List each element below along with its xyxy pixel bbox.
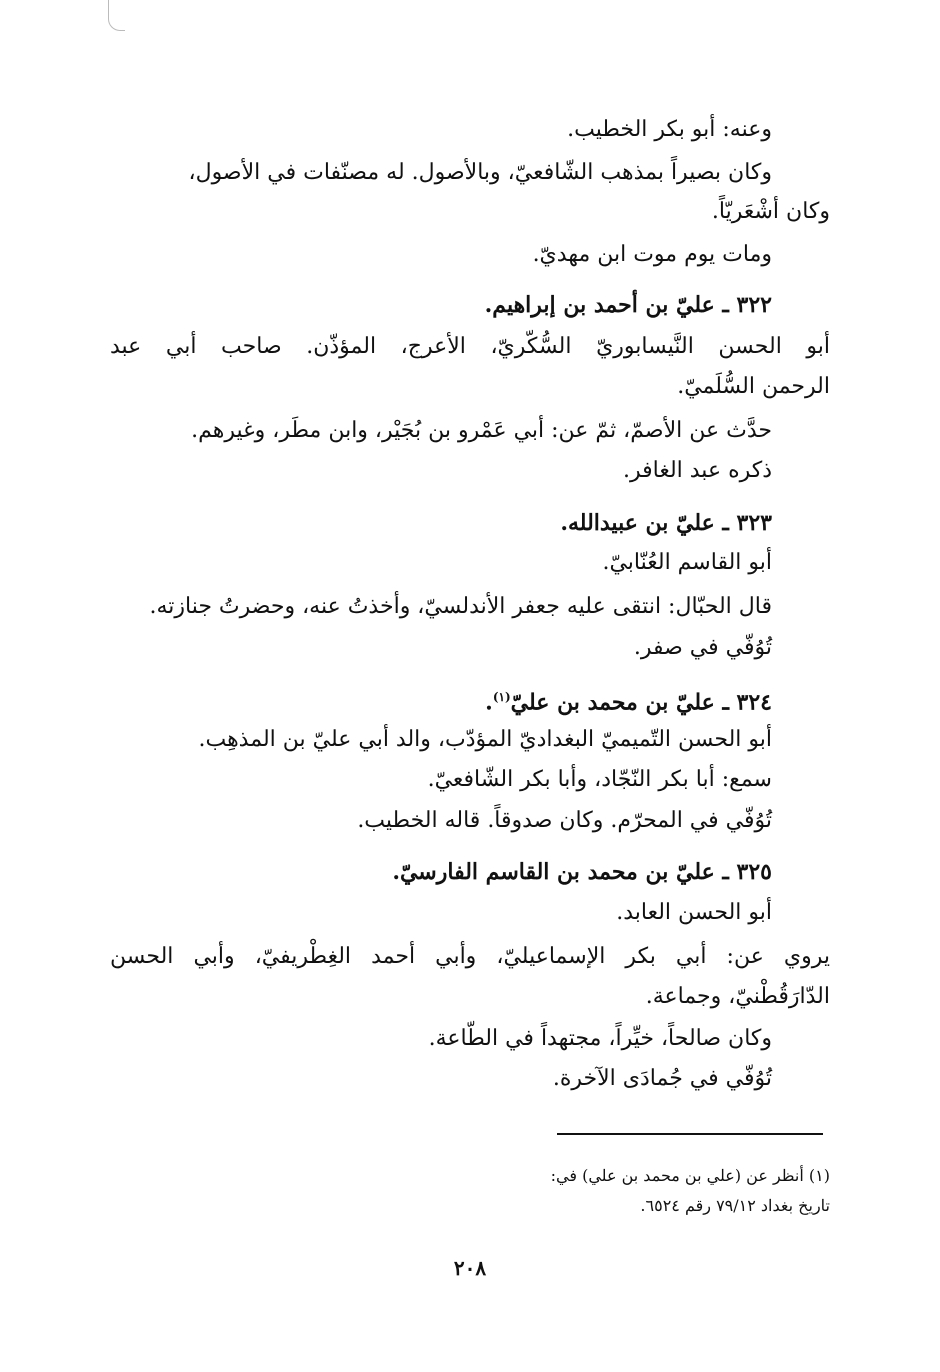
entry-heading xyxy=(485,288,772,322)
line-text: سمع: أبا بكر النّجّاد، وأبا بكر الشّافعيّ. xyxy=(427,767,772,792)
page-corner-mark xyxy=(108,0,125,31)
text-line xyxy=(188,156,772,190)
line-end-punctuation: . xyxy=(485,689,493,716)
line-text: تُوُفّي في المحرّم. وكان صدوقاً. قاله الخطيب. xyxy=(357,808,772,833)
footnote-reference[interactable]: (١) xyxy=(492,690,511,704)
line-text: وكان صالحاً، خيِّراً، مجتهداً في الطّاعة. xyxy=(428,1026,772,1051)
text-line xyxy=(110,330,830,364)
text-line xyxy=(357,804,772,838)
line-text: وكان أشْعَريّاً. xyxy=(711,199,830,224)
text-line xyxy=(712,195,830,229)
text-line xyxy=(553,1062,772,1096)
line-text: وكان بصيراً بمذهب الشّافعيّ، وبالأصول. له مصنّفات في الأصول، xyxy=(188,160,772,185)
line-text: أبو الحسن العابد. xyxy=(616,900,772,925)
text-line xyxy=(602,546,772,580)
text-line xyxy=(191,414,772,448)
line-text: يروي عن: أبي بكر الإسماعيليّ، وأبي أحمد الغِطْريفيّ، وأبي الحسن xyxy=(110,944,830,969)
text-line xyxy=(646,980,830,1014)
line-text: ٣٢٣ ـ عليّ بن عبيدالله. xyxy=(560,510,772,536)
footnote-line-1: (١) أنظر عن (علي بن محمد بن علي) في: xyxy=(550,1166,830,1185)
text-line xyxy=(533,238,772,272)
line-text: تُوُفّي في جُمادَى الآخرة. xyxy=(552,1066,772,1091)
text-line xyxy=(634,631,772,665)
line-text: ٣٢٢ ـ عليّ بن أحمد بن إبراهيم. xyxy=(484,292,772,318)
line-text: تُوُفّي في صفر. xyxy=(633,635,772,660)
line-text: ٣٢٥ ـ عليّ بن محمد بن القاسم الفارسيّ. xyxy=(392,859,772,885)
text-line xyxy=(149,590,772,624)
line-text: وعنه: أبو بكر الخطيب. xyxy=(567,117,772,142)
page-number: ٢٠٨ xyxy=(453,1256,487,1280)
text-line xyxy=(198,723,772,757)
line-text: حدَّث عن الأصمّ، ثمّ عن: أبي عَمْرو بن بُجَيْر، وابن مطَر، وغيرهم. xyxy=(191,418,772,443)
entry-heading xyxy=(392,855,772,889)
line-text: ومات يوم موت ابن مهديّ. xyxy=(532,242,772,267)
text-line xyxy=(677,370,830,404)
line-text: الرحمن السُّلَميّ. xyxy=(677,374,830,399)
text-line xyxy=(616,896,772,930)
text-line xyxy=(429,1022,772,1056)
footnote-line-2: تاريخ بغداد ٧٩/١٢ رقم ٦٥٢٤. xyxy=(640,1196,830,1215)
line-text: قال الحبّال: انتقى عليه جعفر الأندلسيّ، وأخذتُ عنه، وحضرتُ جنازته. xyxy=(149,594,772,619)
line-text: ذكره عبد الغافر. xyxy=(622,458,772,483)
line-text: أبو الحسن النَّيسابوريّ السُّكّريّ، الأعرج، المؤذّن. صاحب أبي عبد xyxy=(110,334,830,359)
text-line xyxy=(567,113,772,147)
entry-heading xyxy=(560,506,772,540)
text-line xyxy=(428,763,772,797)
footnote-divider xyxy=(557,1133,823,1135)
text-line xyxy=(623,454,772,488)
line-text: أبو القاسم العُنّابيّ. xyxy=(602,550,772,575)
line-text: ٣٢٤ ـ عليّ بن محمد بن عليّ xyxy=(510,689,772,716)
entry-heading xyxy=(485,680,772,719)
line-text: الدّارَقُطْنيّ، وجماعة. xyxy=(645,984,830,1009)
text-line xyxy=(110,940,830,974)
line-text: أبو الحسن التّميميّ البغداديّ المؤدّب، والد أبي عليّ بن المذهِب. xyxy=(198,727,772,752)
